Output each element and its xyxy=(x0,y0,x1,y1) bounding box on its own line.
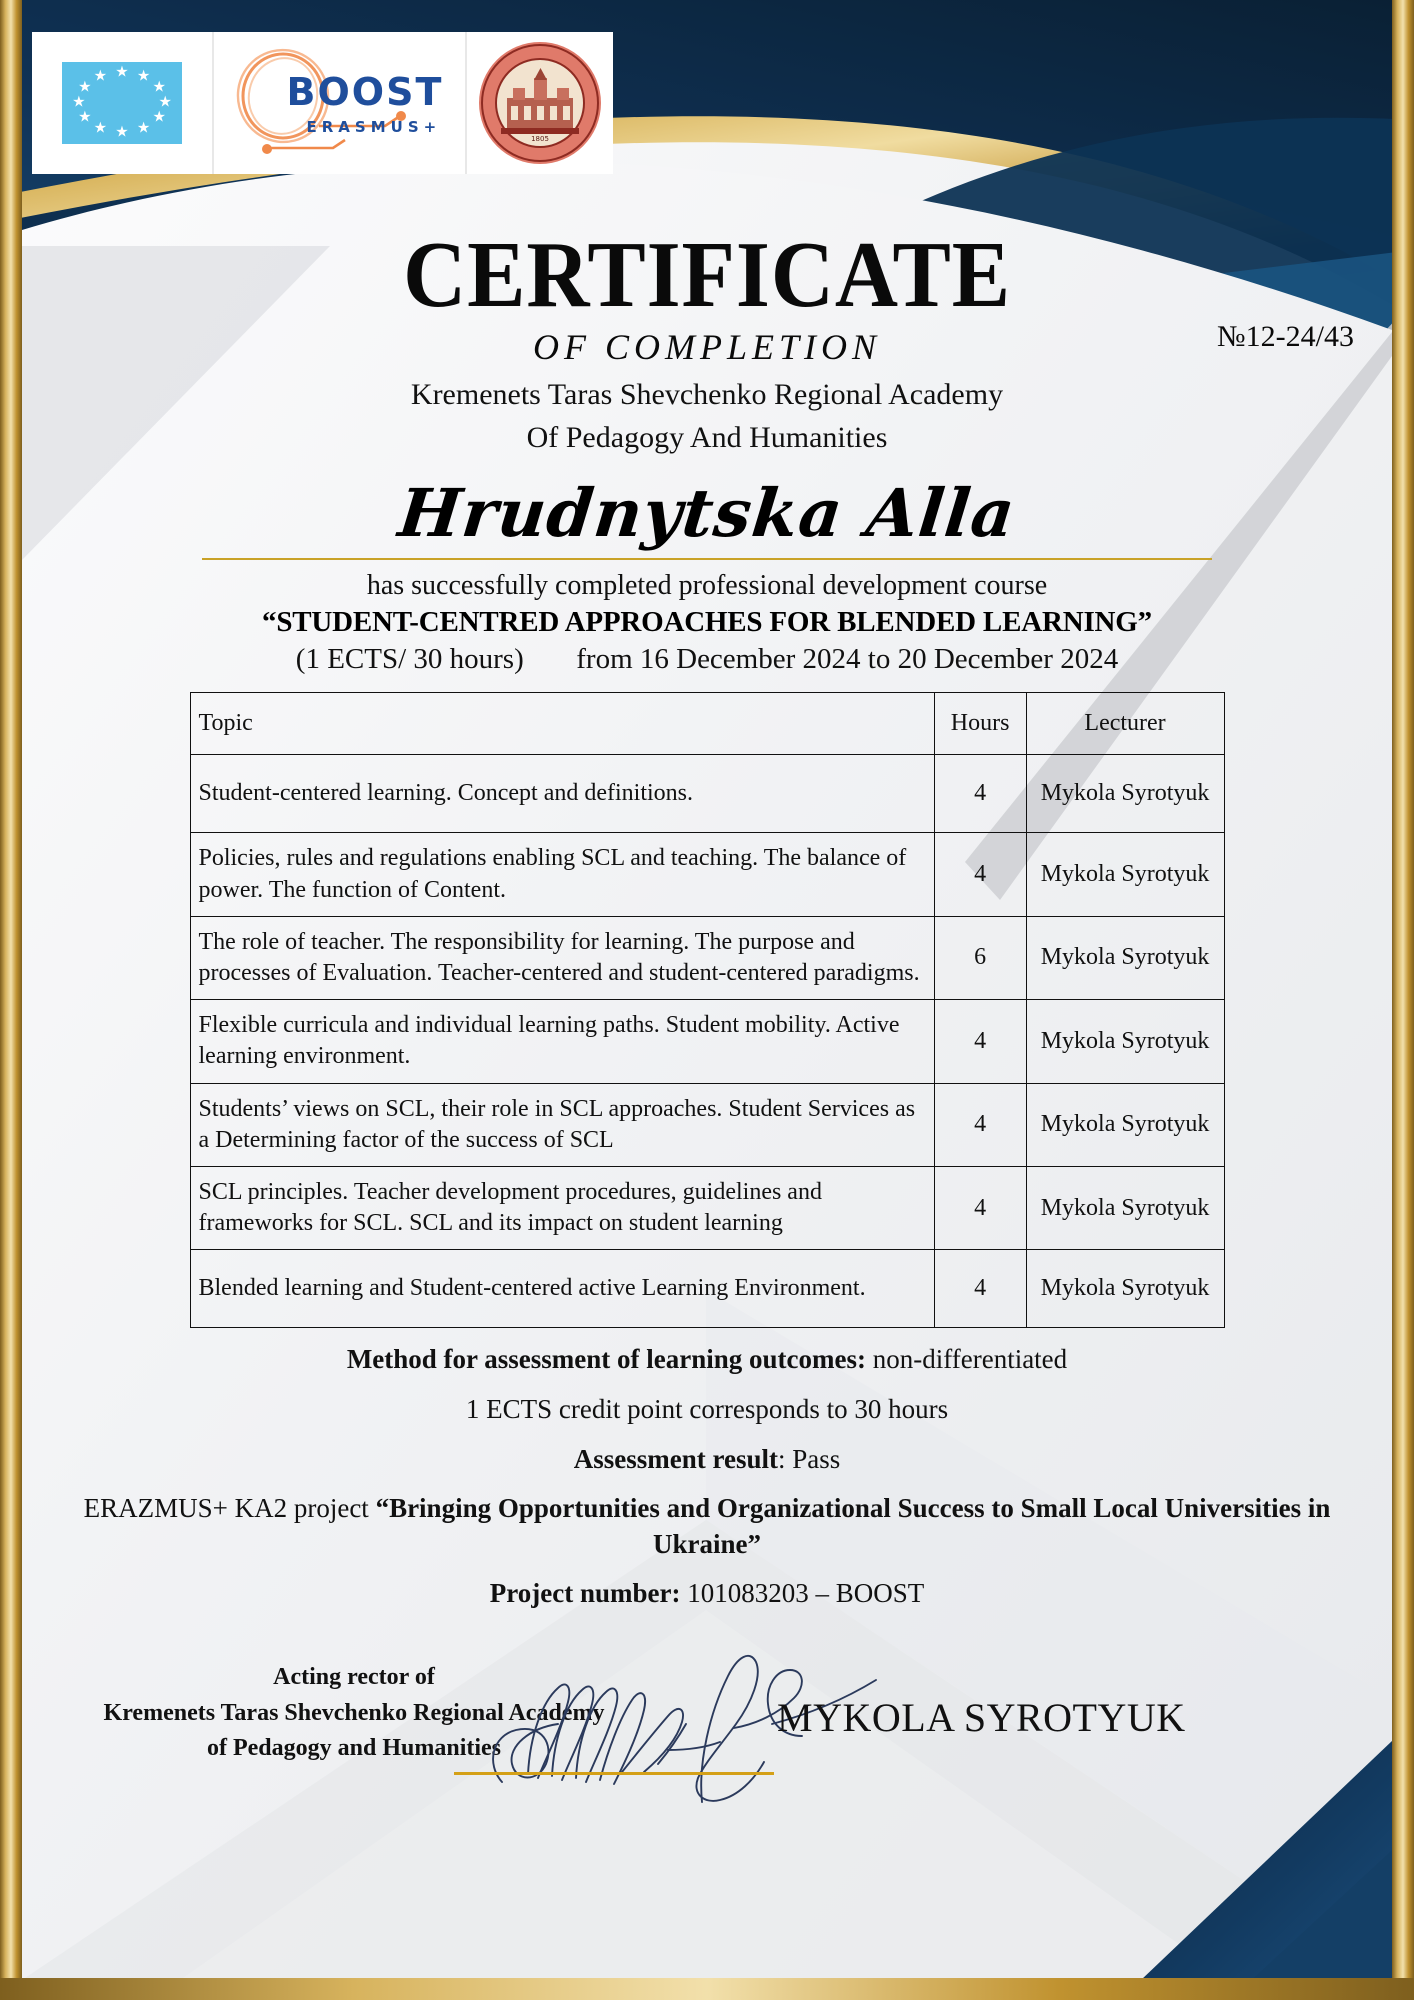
table-row xyxy=(190,916,1224,999)
cell-lecturer: Mykola Syrotyuk xyxy=(1026,1000,1224,1083)
eu-star: ★ xyxy=(152,79,166,96)
completion-statement: has successfully completed professional development course xyxy=(366,570,1048,602)
cell-lecturer: Mykola Syrotyuk xyxy=(1026,1250,1224,1328)
cell-topic: The role of teacher. The responsibility for learning. The purpose and processes of Evaluation. Teacher-centered and student-centered paradigms. xyxy=(190,916,934,999)
page-subtitle: OF COMPLETION xyxy=(532,327,881,367)
organization-name-line-1: Kremenets Taras Shevchenko Regional Academy xyxy=(410,378,1004,411)
certificate-body xyxy=(22,22,1392,1822)
project-title: “Bringing Opportunities and Organizational Success to Small Local Universities in Ukraine” xyxy=(375,1493,1331,1559)
cell-lecturer: Mykola Syrotyuk xyxy=(1026,1083,1224,1166)
project-number-value: 101083203 – BOOST xyxy=(680,1578,925,1609)
cell-hours: 4 xyxy=(934,833,1026,916)
table-row xyxy=(190,1250,1224,1328)
project-number-line xyxy=(22,1576,1392,1612)
table-row xyxy=(190,833,1224,916)
table-row xyxy=(190,1166,1224,1249)
assessment-result-label: Assessment result xyxy=(573,1443,778,1474)
column-header-hours: Hours xyxy=(934,693,1026,755)
cell-hours: 6 xyxy=(934,916,1026,999)
project-number-label: Project number: xyxy=(489,1578,681,1609)
rector-role-line-1: Acting rector of xyxy=(273,1664,435,1690)
column-header-lecturer: Lecturer xyxy=(1026,693,1224,755)
cell-lecturer: Mykola Syrotyuk xyxy=(1026,833,1224,916)
topics-table-head xyxy=(190,693,1224,755)
eu-star: ★ xyxy=(115,64,129,81)
signature-block xyxy=(22,1642,1392,1822)
eu-star: ★ xyxy=(78,79,92,96)
organization-name-line-2: Of Pedagogy And Humanities xyxy=(526,421,888,455)
eu-star: ★ xyxy=(152,109,166,126)
cell-topic: Student-centered learning. Concept and definitions. xyxy=(190,755,934,833)
cell-hours: 4 xyxy=(934,755,1026,833)
topics-table xyxy=(190,692,1225,1328)
eu-star: ★ xyxy=(93,68,108,85)
cell-hours: 4 xyxy=(934,1166,1026,1249)
course-title: “STUDENT-CENTRED APPROACHES FOR BLENDED LEARNING” xyxy=(262,606,1152,639)
boost-erasmus-logo xyxy=(212,32,465,174)
eu-star: ★ xyxy=(93,120,108,137)
cell-topic: SCL principles. Teacher development procedures, guidelines and frameworks for SCL. SCL and its impact on student learning xyxy=(190,1166,934,1249)
eu-flag-icon xyxy=(62,62,182,144)
assessment-result-value: : Pass xyxy=(777,1443,841,1474)
ects-note: 1 ECTS credit point corresponds to 30 hours xyxy=(465,1393,949,1424)
table-header-row xyxy=(190,693,1224,755)
assessment-method-line xyxy=(22,1342,1392,1378)
course-credits-and-dates xyxy=(22,643,1392,676)
topics-table-body xyxy=(190,755,1224,1328)
cell-lecturer: Mykola Syrotyuk xyxy=(1026,916,1224,999)
boost-wordmark: BOOST xyxy=(286,70,444,114)
assessment-method-label: Method for assessment of learning outcomes: xyxy=(346,1344,866,1375)
table-row xyxy=(190,1083,1224,1166)
cell-hours: 4 xyxy=(934,1250,1026,1328)
cell-lecturer: Mykola Syrotyuk xyxy=(1026,755,1224,833)
eu-star: ★ xyxy=(136,120,151,137)
eu-star: ★ xyxy=(115,124,129,141)
signature-underline xyxy=(454,1772,774,1775)
eu-star: ★ xyxy=(72,94,86,111)
cell-topic: Blended learning and Student-centered active Learning Environment. xyxy=(190,1250,934,1328)
project-prefix: ERAZMUS+ KA2 project xyxy=(83,1493,376,1524)
cell-topic: Policies, rules and regulations enabling SCL and teaching. The balance of power. The function of Content. xyxy=(190,833,934,916)
rector-name: MYKOLA SYROTYUK xyxy=(777,1695,1186,1740)
logo-strip xyxy=(32,32,613,174)
course-dates: from 16 December 2024 to 20 December 2024 xyxy=(576,643,1119,676)
column-header-topic: Topic xyxy=(190,693,934,755)
erasmus-wordmark: ERASMUS+ xyxy=(306,118,442,136)
recipient-name: Hrudnytska Alla xyxy=(394,474,1020,553)
eu-star: ★ xyxy=(158,94,172,111)
assessment-method-value: non-differentiated xyxy=(866,1344,1068,1375)
academy-seal-icon xyxy=(477,40,603,166)
rector-role-line-3: of Pedagogy and Humanities xyxy=(206,1735,502,1762)
table-row xyxy=(190,755,1224,833)
page-title: CERTIFICATE xyxy=(403,223,1011,327)
table-row xyxy=(190,1000,1224,1083)
cell-hours: 4 xyxy=(934,1083,1026,1166)
cell-topic: Students’ views on SCL, their role in SCL approaches. Student Services as a Determining factor of the success of SCL xyxy=(190,1083,934,1166)
course-credits: (1 ECTS/ 30 hours) xyxy=(295,643,524,676)
eu-flag-logo xyxy=(32,32,212,174)
recipient-name-underline xyxy=(202,558,1212,560)
academy-seal-year: 1805 xyxy=(531,135,549,143)
cell-hours: 4 xyxy=(934,1000,1026,1083)
assessment-result-line xyxy=(22,1442,1392,1478)
eu-star: ★ xyxy=(136,68,151,85)
project-line xyxy=(22,1491,1392,1562)
cell-lecturer: Mykola Syrotyuk xyxy=(1026,1166,1224,1249)
certificate-page xyxy=(22,22,1392,1978)
cell-topic: Flexible curricula and individual learning paths. Student mobility. Active learning environment. xyxy=(190,1000,934,1083)
certificate-number: №12-24/43 xyxy=(1217,320,1354,353)
rector-role-line-2: Kremenets Taras Shevchenko Regional Academy xyxy=(103,1699,605,1726)
eu-star: ★ xyxy=(78,109,92,126)
subtitle-row xyxy=(22,320,1392,370)
academy-seal-logo xyxy=(465,32,613,174)
